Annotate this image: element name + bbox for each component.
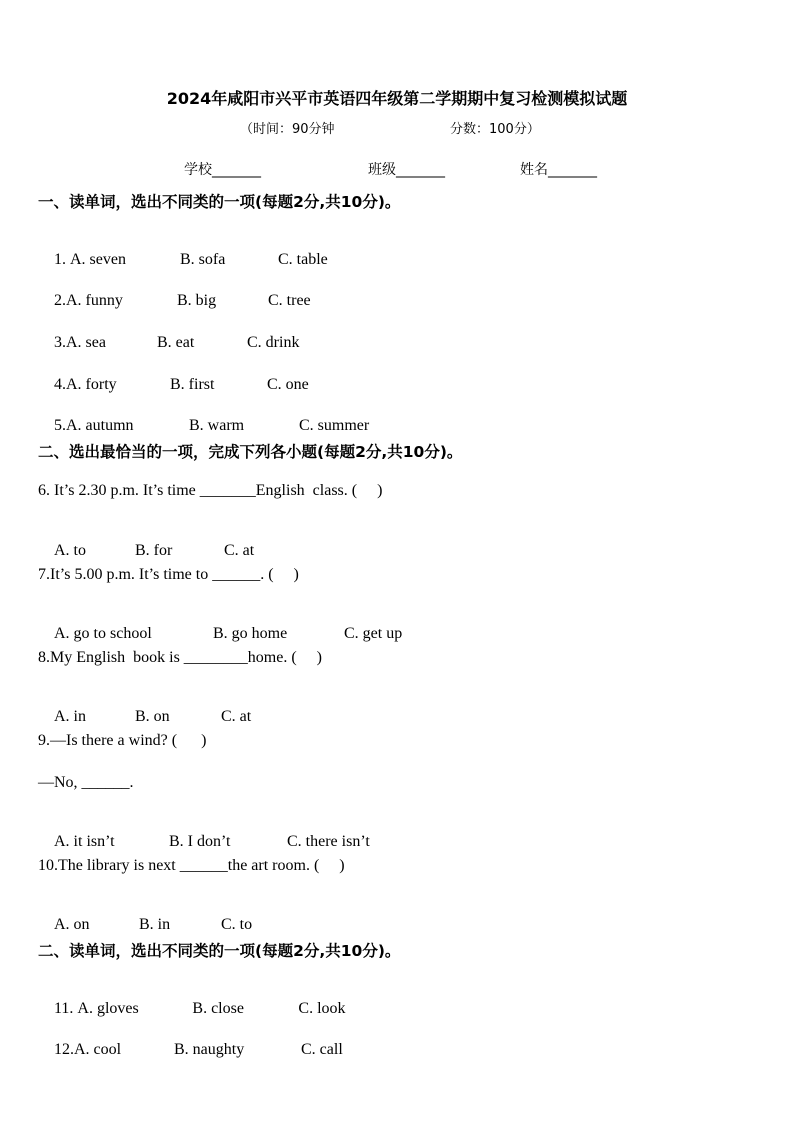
option-a: A. it isn’t [54, 833, 115, 850]
option-c: C. there isn’t [287, 833, 370, 850]
option-b: B. big [177, 292, 217, 309]
question-number: 12. [54, 1041, 74, 1058]
question-8-stem: 8.My English book is ________home. ( ) [38, 649, 322, 666]
option-c: C. table [278, 251, 328, 268]
exam-title: 2024年咸阳市兴平市英语四年级第二学期期中复习检测模拟试题 [166, 89, 628, 108]
option-a: A. forty [66, 376, 117, 393]
question-10-stem: 10.The library is next ______the art room. ( ) [38, 857, 345, 874]
section-2-heading: 二、选出最恰当的一项，完成下列各小题(每题2分,共10分)。 [38, 443, 463, 461]
student-info-row [184, 159, 597, 179]
option-c: C. tree [268, 292, 311, 309]
option-a: A. to [54, 542, 86, 559]
option-c: C. to [221, 916, 253, 933]
class-field: 班级_______ [368, 162, 445, 178]
question-number: 5. [54, 417, 66, 434]
question-number: 2. [54, 292, 66, 309]
school-field: 学校_______ [184, 162, 261, 178]
option-c: C. look [298, 1000, 346, 1017]
option-b: B. close [192, 1000, 244, 1017]
question-9-reply: —No, ______. [38, 774, 134, 791]
question-number: 4. [54, 376, 66, 393]
name-field: 姓名_______ [520, 162, 597, 178]
option-b: B. first [170, 376, 215, 393]
section-3-heading: 二、读单词，选出不同类的一项(每题2分,共10分)。 [38, 942, 401, 960]
option-b: B. in [139, 916, 171, 933]
question-number: 11. [54, 1000, 78, 1017]
option-c: C. call [301, 1041, 343, 1058]
question-number: 1. [54, 251, 70, 268]
option-c: C. summer [299, 417, 370, 434]
option-c: C. get up [344, 625, 403, 642]
question-number: 3. [54, 334, 66, 351]
option-a: A. on [54, 916, 90, 933]
question-6-stem: 6. It’s 2.30 p.m. It’s time _______English class. ( ) [38, 482, 383, 499]
option-a: A. in [54, 708, 86, 725]
option-b: B. warm [189, 417, 245, 434]
question-7-stem: 7.It’s 5.00 p.m. It’s time to ______. ( ) [38, 566, 299, 583]
option-b: B. on [135, 708, 170, 725]
section-1-heading: 一、读单词，选出不同类的一项(每题2分,共10分)。 [38, 193, 401, 211]
option-b: B. for [135, 542, 173, 559]
option-b: B. eat [157, 334, 195, 351]
option-a: A. gloves [77, 1000, 139, 1017]
option-a: A. sea [66, 334, 106, 351]
option-a: A. seven [70, 251, 126, 268]
exam-time: （时间：90分钟 [240, 122, 335, 137]
option-c: C. at [221, 708, 252, 725]
exam-subtitle [240, 118, 540, 137]
option-b: B. go home [213, 625, 288, 642]
option-a: A. autumn [66, 417, 134, 434]
option-c: C. at [224, 542, 255, 559]
option-a: A. funny [66, 292, 123, 309]
option-c: C. drink [247, 334, 300, 351]
option-b: B. sofa [180, 251, 226, 268]
option-a: A. cool [74, 1041, 122, 1058]
question-9-stem: 9.—Is there a wind? ( ) [38, 732, 207, 749]
option-b: B. naughty [174, 1041, 245, 1058]
option-b: B. I don’t [169, 833, 231, 850]
option-c: C. one [267, 376, 309, 393]
exam-score: 分数：100分） [450, 122, 540, 137]
question-12 [38, 1023, 343, 1077]
option-a: A. go to school [54, 625, 152, 642]
